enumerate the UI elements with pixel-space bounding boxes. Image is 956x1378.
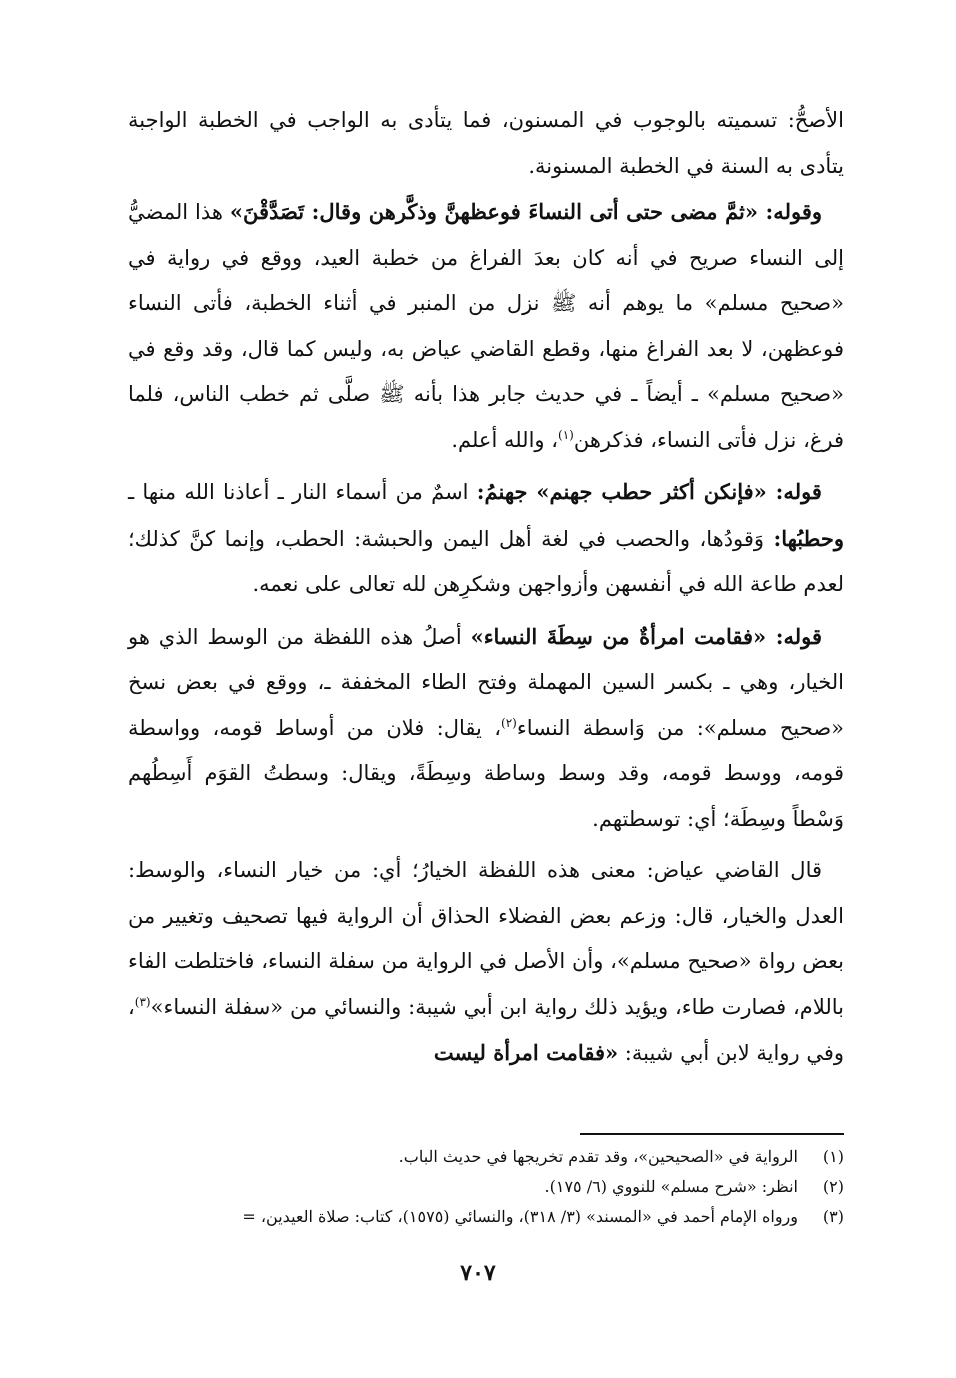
commentary-text: هذا المضيُّ إلى النساء صريح في أنه كان بعدَ الفراغ من خطبة العيد، ووقع في رواية في «صحيح مسلم» ما يوهم أنه ﷺ نزل من المنبر في أثناء الخطبة، فأتى النساء فوعظهن، لا بعد الفراغ منها، وقطع القاضي عياض به، وليس كما قال، وقد وقع في «صحيح مسلم» ـ أيضاً ـ في حديث جابر هذا بأنه ﷺ صلَّى ثم خطب الناس، فلما فرغ، نزل فأتى النساء، فذكرهن bbox=[128, 200, 844, 452]
commentary-text: أصلُ هذه اللفظة من الوسط الذي هو الخيار، وهي ـ بكسر السين المهملة وفتح الطاء المخففة ـ، ووقع في بعض نسخ «صحيح مسلم»: من وَاسطة النساء bbox=[128, 624, 845, 740]
commentary-text: ، يقال: فلان من أوساط قومه، وواسطة قومه، ووسط قومه، وقد وسط وساطة وسِطَةً، ويقال: وسطتُ القوَم أَسِطُهم وَسْطاً وسِطَة؛ أي: توسطتهم. bbox=[128, 715, 844, 831]
commentary-text: اسمٌ من أسماء النار ـ أعاذنا الله منها ـ bbox=[128, 480, 477, 504]
paragraph-1 bbox=[128, 98, 844, 189]
footnote-number: (٢) bbox=[822, 1177, 844, 1196]
paragraph-3 bbox=[128, 469, 844, 608]
paragraph-5 bbox=[128, 848, 844, 1077]
quote-heading: قوله: «فإنكن أكثر حطب جهنم» جهنمُ: bbox=[476, 479, 822, 504]
quote-heading: وقوله: «ثمَّ مضى حتى أتى النساءَ فوعظهنَّ وذكَّرهن وقال: تَصَدَّقْنَ» bbox=[229, 199, 822, 224]
quote-heading: قوله: «فقامت امرأةٌ من سِطَةَ النساء» bbox=[470, 623, 822, 649]
quote-heading: «فقامت امرأة ليست bbox=[433, 1040, 619, 1065]
main-text bbox=[128, 98, 844, 1077]
commentary-text: وَقودُها، والحصب في لغة أهل اليمن والحبشة: الحطب، وإنما كنَّ كذلك؛ لعدم طاعة الله في أنفسهن وأزواجهن وشكرِهن لله تعالى على نعمه. bbox=[128, 526, 844, 596]
paragraph-4 bbox=[128, 614, 844, 843]
footnote-3 bbox=[128, 1202, 844, 1232]
page-number: ٧٠٧ bbox=[460, 1260, 496, 1286]
footnote-text: انظر: «شرح مسلم» للنووي (٦/ ١٧٥). bbox=[544, 1177, 798, 1196]
footnote-ref-2[interactable]: (٢) bbox=[501, 715, 517, 730]
footnotes bbox=[128, 1142, 844, 1232]
commentary-text: ، وفي رواية لابن أبي شيبة: bbox=[128, 994, 844, 1065]
footnote-text: ورواه الإمام أحمد في «المسند» (٣/ ٣١٨)، والنسائي (١٥٧٥)، كتاب: صلاة العيدين، = bbox=[242, 1207, 798, 1226]
footnote-number: (٣) bbox=[822, 1207, 844, 1226]
footnote-text: الرواية في «الصحيحين»، وقد تقدم تخريجها في حديث الباب. bbox=[398, 1147, 798, 1166]
footnote-separator bbox=[580, 1133, 844, 1135]
footnote-number: (١) bbox=[822, 1147, 844, 1166]
footnote-ref-3[interactable]: (٣) bbox=[134, 994, 151, 1009]
paragraph-1-text: الأصحُّ: تسميته بالوجوب في المسنون، فما يتأدى به الواجب في الخطبة الواجبة يتأدى به السنة في الخطبة المسنونة. bbox=[128, 108, 844, 178]
term-heading: وحطبُها: bbox=[773, 525, 844, 551]
footnote-1 bbox=[128, 1142, 844, 1172]
paragraph-2 bbox=[128, 189, 844, 463]
footnote-ref-1[interactable]: (١) bbox=[558, 427, 574, 442]
commentary-text: قال القاضي عياض: معنى هذه اللفظة الخيارُ؛ أي: من خيار النساء، والوسط: العدل والخيار، قال: وزعم بعض الفضلاء الحذاق أن الرواية فيها تصحيف وتغيير من بعض رواة «صحيح مسلم»، وأن الأصل في الرواية من سفلة النساء، فاختلطت الفاء باللام، فصارت طاء، ويؤيد ذلك رواية ابن أبي شيبة: والنسائي من «سفلة النساء» bbox=[128, 858, 844, 1019]
footnote-2 bbox=[128, 1172, 844, 1202]
commentary-text: ، والله أعلم. bbox=[451, 427, 558, 452]
